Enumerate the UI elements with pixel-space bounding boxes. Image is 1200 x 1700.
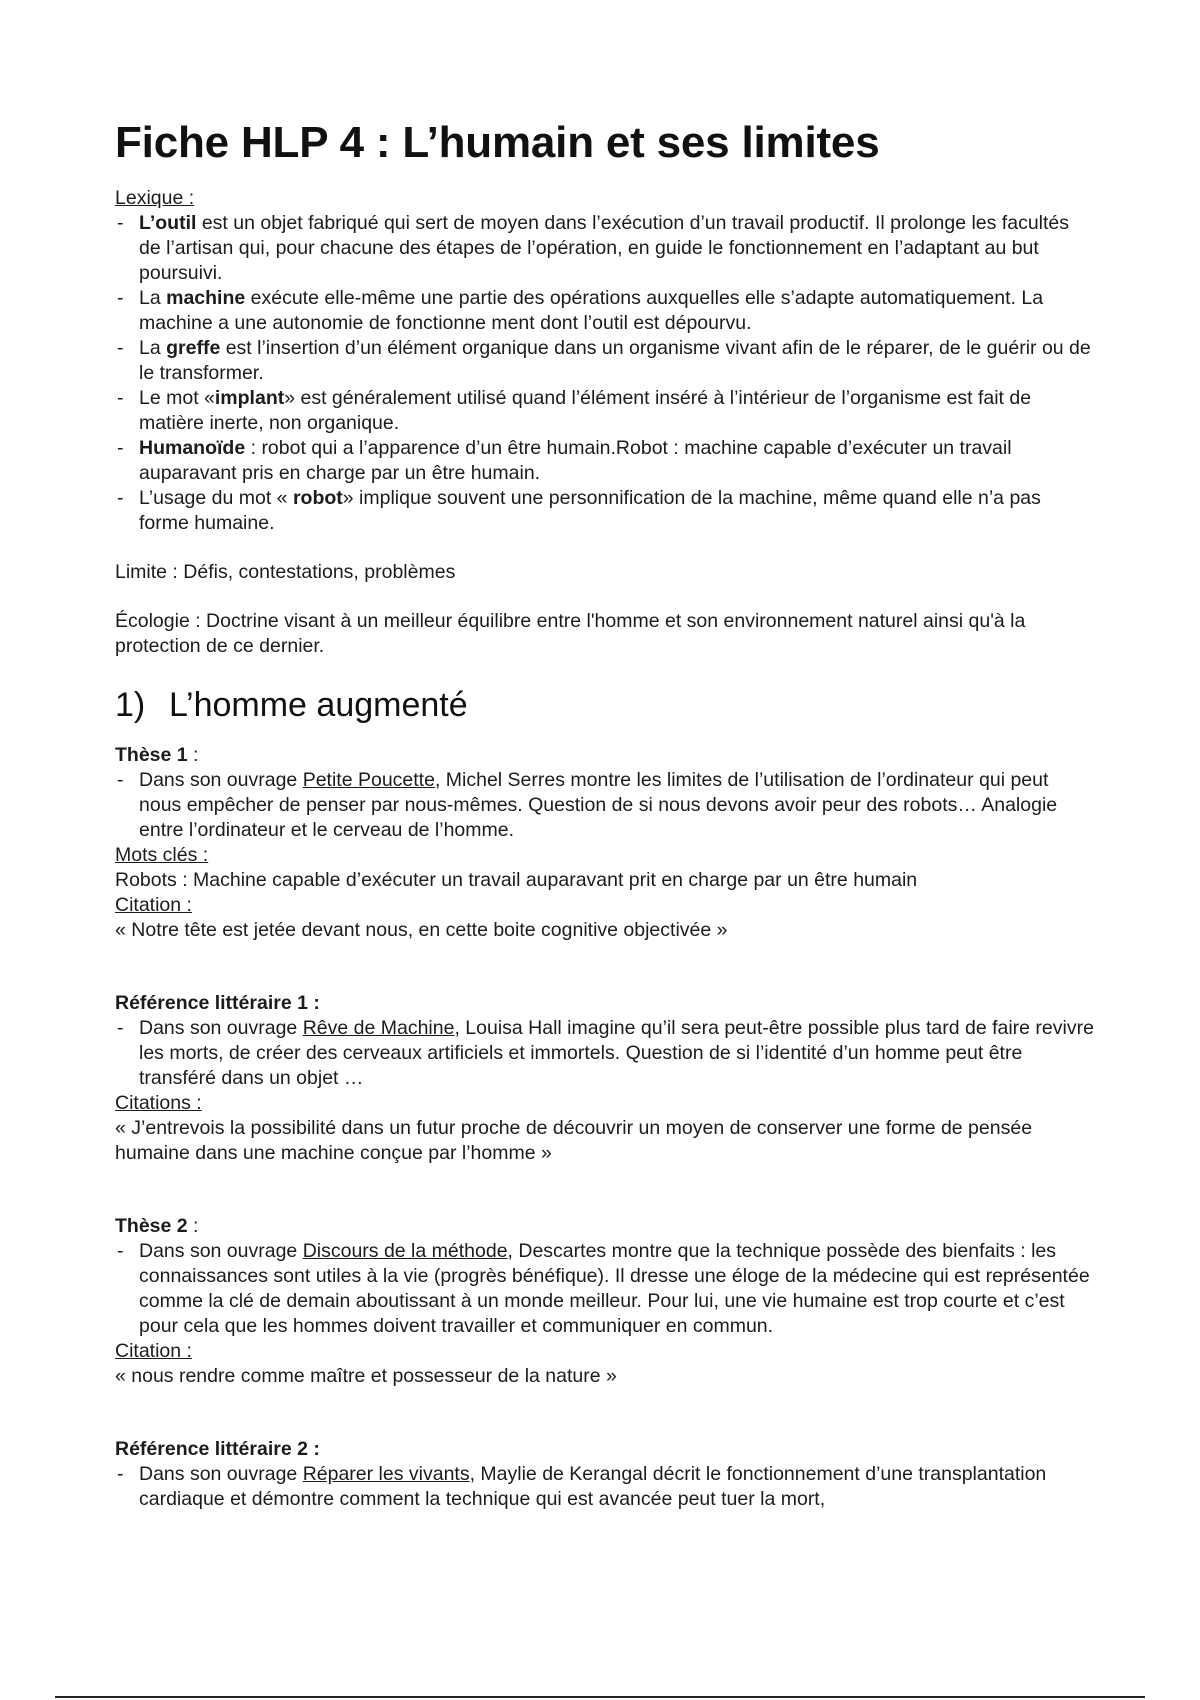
citation-text: « Notre tête est jetée devant nous, en cette boite cognitive objectivée » bbox=[115, 919, 728, 941]
mots-cles-label: Mots clés : bbox=[115, 844, 209, 866]
lexique-section bbox=[115, 186, 1095, 536]
reference-2-block bbox=[115, 1437, 1095, 1512]
work-title: Discours de la méthode bbox=[302, 1240, 508, 1262]
lexique-item-robot: - L’usage du mot « robot» implique souvent une personnification de la machine, même quand elle n’a pas forme humaine. bbox=[115, 486, 1095, 536]
reference-1-heading: Référence littéraire 1 : bbox=[115, 992, 320, 1014]
these-2-heading: Thèse 2 : bbox=[115, 1215, 199, 1237]
these-2-block bbox=[115, 1214, 1095, 1389]
lexique-item-machine: - La machine exécute elle-même une partie des opérations auxquelles elle s’adapte automatiquement. La machine a une autonomie de fonctionne ment dont l’outil est dépourvu. bbox=[115, 286, 1095, 336]
these-1-text: - Dans son ouvrage Petite Poucette, Michel Serres montre les limites de l’utilisation de l’ordinateur qui peut nous empêcher de penser par nous-mêmes. Question de si nous devons avoir peur des robots… Analogie entre l’ordinateur et le cerveau de l’homme. bbox=[115, 768, 1095, 843]
page-bottom-divider bbox=[55, 1696, 1145, 1698]
limite-definition: Limite : Défis, contestations, problèmes bbox=[115, 561, 456, 583]
reference-1-block bbox=[115, 991, 1095, 1166]
lexique-label: Lexique : bbox=[115, 187, 195, 209]
lexique-item-greffe: - La greffe est l’insertion d’un élément organique dans un organisme vivant afin de le réparer, de le guérir ou de le transformer. bbox=[115, 336, 1095, 386]
work-title: Rêve de Machine bbox=[302, 1017, 455, 1039]
document-page bbox=[115, 112, 1095, 1512]
lexique-item-implant: - Le mot «implant» est généralement utilisé quand l’élément inséré à l’intérieur de l’organisme est fait de matière inerte, non organique. bbox=[115, 386, 1095, 436]
lexique-list bbox=[115, 211, 1095, 536]
work-title: Réparer les vivants bbox=[302, 1463, 470, 1485]
reference-2-text: - Dans son ouvrage Réparer les vivants, Maylie de Kerangal décrit le fonctionnement d’une transplantation cardiaque et démontre comment la technique qui est avancée peut tuer la mort, bbox=[115, 1462, 1095, 1512]
work-title: Petite Poucette bbox=[302, 769, 435, 791]
these-1-heading: Thèse 1 : bbox=[115, 744, 199, 766]
reference-2-heading: Référence littéraire 2 : bbox=[115, 1438, 320, 1460]
mots-cles-text: Robots : Machine capable d’exécuter un travail auparavant prit en charge par un être humain bbox=[115, 869, 918, 891]
ecologie-definition: Écologie : Doctrine visant à un meilleur équilibre entre l'homme et son environnement naturel ainsi qu'à la protection de ce dernier. bbox=[115, 610, 1026, 657]
these-1-block bbox=[115, 743, 1095, 943]
these-2-text: - Dans son ouvrage Discours de la méthode, Descartes montre que la technique possède des bienfaits : les connaissances sont utiles à la vie (progrès bénéfique). Il dresse une éloge de la médecine qui est représentée comme la clé de demain aboutissant à un monde meilleur. Pour lui, une vie humaine est trop courte et c’est pour cela que les hommes doivent travailler et communiquer en commun. bbox=[115, 1239, 1095, 1339]
citation-label: Citation : bbox=[115, 1340, 192, 1362]
lexique-item-humanoide: - Humanoïde : robot qui a l’apparence d’un être humain.Robot : machine capable d’exécuter un travail auparavant pris en charge par un être humain. bbox=[115, 436, 1095, 486]
lexique-item-outil: - L’outil est un objet fabriqué qui sert de moyen dans l’exécution d’un travail productif. Il prolonge les facultés de l’artisan qui, pour chacune des étapes de l’opération, en guide le fonctionnement en l’adaptant au but poursuivi. bbox=[115, 211, 1095, 286]
reference-1-text: - Dans son ouvrage Rêve de Machine, Louisa Hall imagine qu’il sera peut-être possible plus tard de faire revivre les morts, de créer des cerveaux artificiels et immortels. Question de si l’identité d’un homme peut être transféré dans un objet … bbox=[115, 1016, 1095, 1091]
page-title: Fiche HLP 4 : L’humain et ses limites bbox=[115, 118, 880, 167]
citations-label: Citations : bbox=[115, 1092, 202, 1114]
citation-label: Citation : bbox=[115, 894, 192, 916]
citation-text: « J’entrevois la possibilité dans un futur proche de découvrir un moyen de conserver une forme de pensée humaine dans une machine conçue par l’homme » bbox=[115, 1117, 1033, 1164]
section-heading: 1) L’homme augmenté bbox=[115, 686, 468, 724]
citation-text: « nous rendre comme maître et possesseur de la nature » bbox=[115, 1365, 617, 1387]
